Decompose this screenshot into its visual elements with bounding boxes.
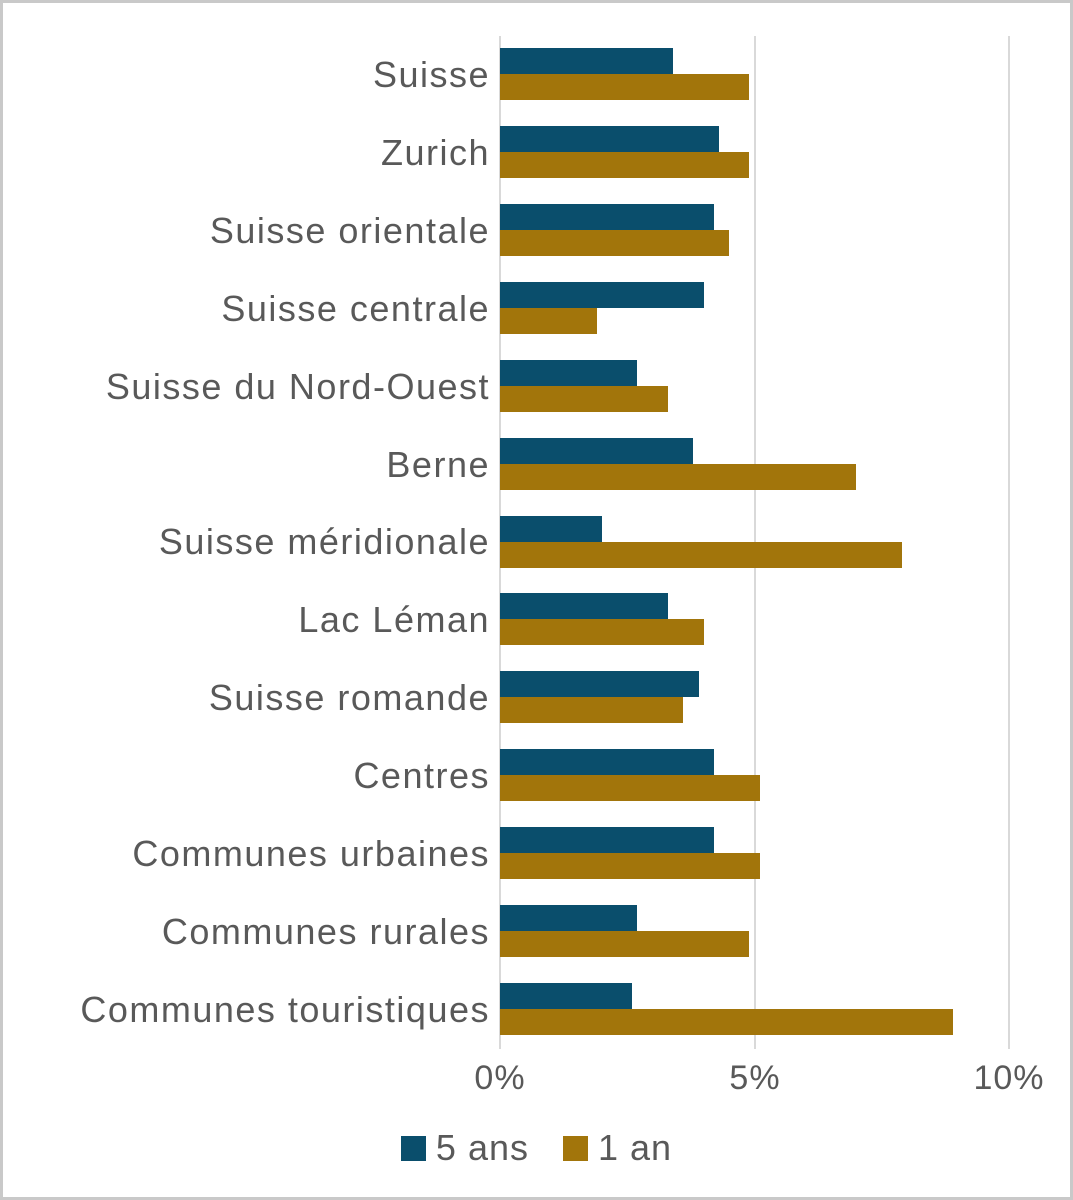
legend-item-1-an: [563, 1127, 672, 1169]
category-label: Suisse orientale: [209, 209, 490, 251]
bar-1-an: [500, 931, 749, 957]
legend: [3, 1127, 1070, 1169]
category-label: Suisse romande: [208, 677, 490, 719]
category-row: [3, 348, 1070, 426]
legend-label: 5 ans: [435, 1127, 529, 1168]
bar-group: [500, 893, 1070, 971]
category-row: [3, 581, 1070, 659]
x-tick-label: 0%: [474, 1059, 526, 1097]
category-label: Berne: [386, 443, 490, 485]
bar-group: [500, 737, 1070, 815]
category-label: Communes rurales: [161, 911, 490, 953]
bar-group: [500, 504, 1070, 582]
bar-5-ans: [500, 126, 719, 152]
category-label: Suisse méridionale: [158, 521, 490, 563]
bar-group: [500, 270, 1070, 348]
legend-label: 1 an: [598, 1127, 673, 1168]
category-label: Lac Léman: [298, 599, 490, 641]
category-row: [3, 36, 1070, 114]
category-label: Suisse: [372, 53, 490, 95]
category-label: Communes touristiques: [80, 989, 490, 1031]
category-row: [3, 192, 1070, 270]
bar-group: [500, 815, 1070, 893]
category-row: [3, 971, 1070, 1049]
category-row: [3, 114, 1070, 192]
x-tick-label: 5%: [729, 1059, 781, 1097]
bar-group: [500, 581, 1070, 659]
bar-5-ans: [500, 671, 699, 697]
category-row: [3, 426, 1070, 504]
bar-1-an: [500, 308, 597, 334]
bar-5-ans: [500, 48, 673, 74]
bar-1-an: [500, 542, 902, 568]
bar-1-an: [500, 1009, 953, 1035]
category-row: [3, 737, 1070, 815]
bar-5-ans: [500, 983, 632, 1009]
x-tick-label: 10%: [973, 1059, 1045, 1097]
bar-group: [500, 426, 1070, 504]
bar-1-an: [500, 152, 749, 178]
bar-5-ans: [500, 282, 704, 308]
bar-1-an: [500, 853, 760, 879]
bar-5-ans: [500, 438, 693, 464]
legend-item-5-ans: [401, 1127, 529, 1169]
bar-5-ans: [500, 516, 602, 542]
category-row: [3, 504, 1070, 582]
bar-5-ans: [500, 360, 637, 386]
category-label: Suisse centrale: [221, 287, 490, 329]
bar-5-ans: [500, 827, 714, 853]
category-row: [3, 270, 1070, 348]
bar-1-an: [500, 697, 683, 723]
bar-group: [500, 348, 1070, 426]
category-label: Centres: [353, 755, 490, 797]
bar-group: [500, 192, 1070, 270]
category-label: Suisse du Nord-Ouest: [105, 365, 490, 407]
legend-swatch-icon: [563, 1136, 588, 1161]
bar-group: [500, 114, 1070, 192]
bar-group: [500, 659, 1070, 737]
bar-1-an: [500, 230, 729, 256]
bar-5-ans: [500, 749, 714, 775]
bar-5-ans: [500, 204, 714, 230]
bar-group: [500, 971, 1070, 1049]
bar-1-an: [500, 386, 668, 412]
category-label: Communes urbaines: [132, 833, 490, 875]
plot-area: [3, 36, 1070, 1049]
bar-1-an: [500, 775, 760, 801]
bar-1-an: [500, 74, 749, 100]
x-axis: [3, 1059, 1070, 1099]
legend-swatch-icon: [401, 1136, 426, 1161]
bar-5-ans: [500, 593, 668, 619]
bar-5-ans: [500, 905, 637, 931]
category-label: Zurich: [380, 131, 490, 173]
category-row: [3, 893, 1070, 971]
category-row: [3, 659, 1070, 737]
bar-1-an: [500, 464, 856, 490]
bar-1-an: [500, 619, 704, 645]
category-row: [3, 815, 1070, 893]
bar-group: [500, 36, 1070, 114]
